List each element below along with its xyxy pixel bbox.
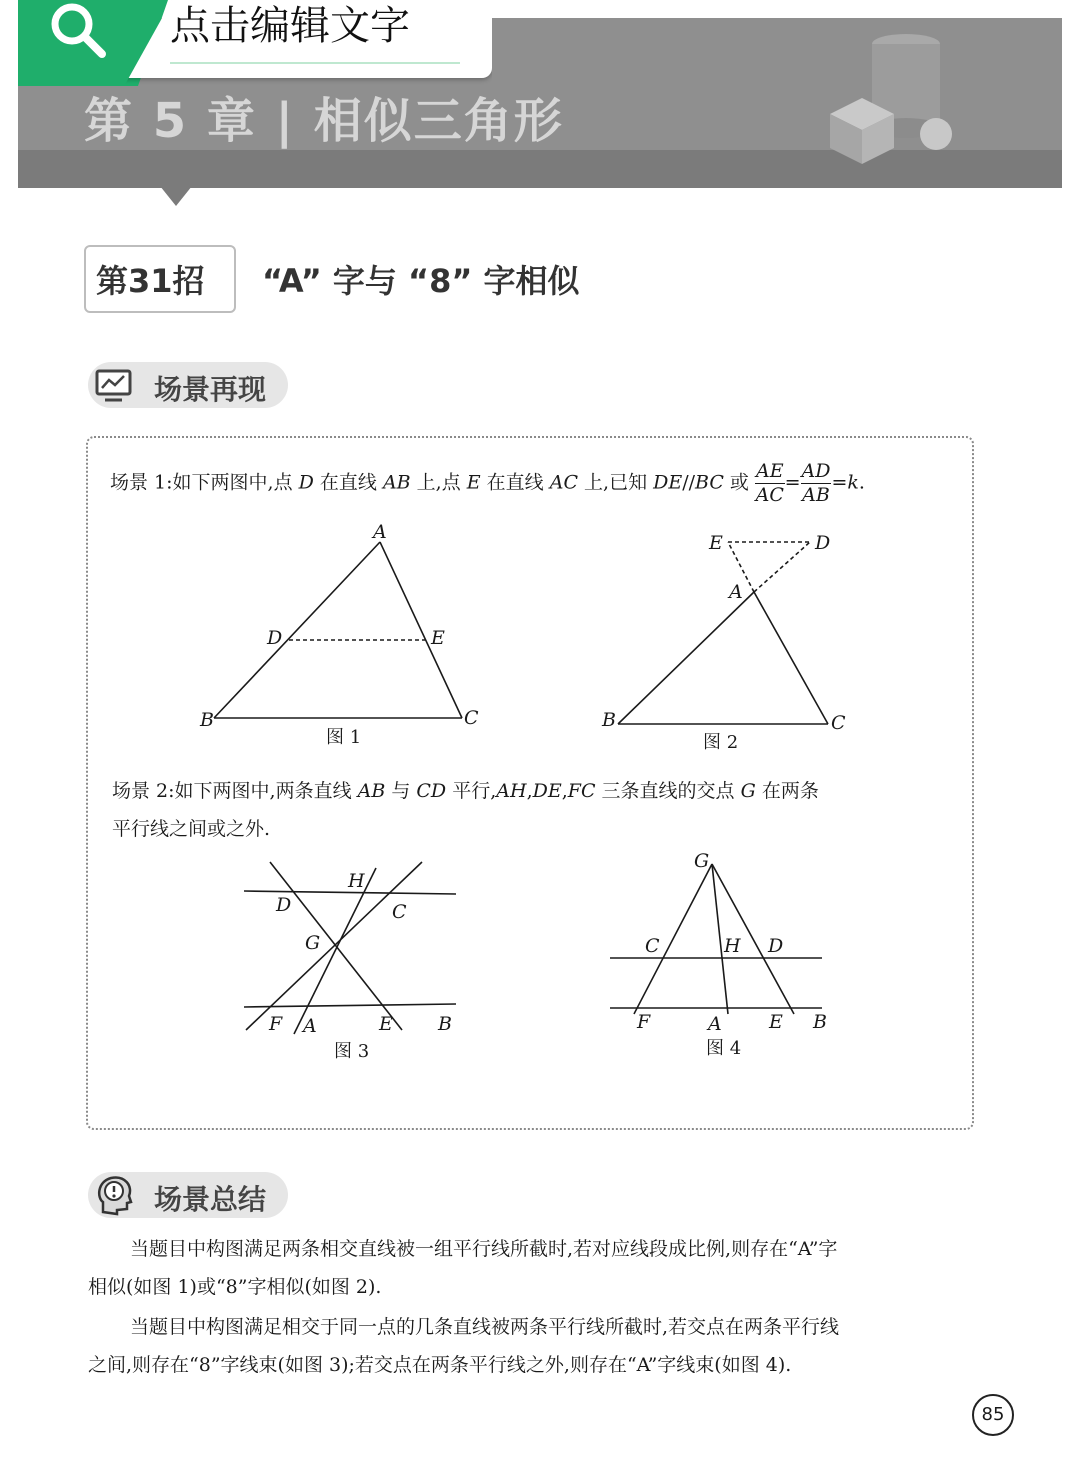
fraction-ae-ac-numerator: AE: [755, 460, 784, 482]
summary-paragraph-2-line-1: 当题目中构图满足相交于同一点的几条直线被两条平行线所截时,若交点在两条平行线: [130, 1316, 840, 1338]
fraction-ae-ac-denominator: AC: [755, 484, 784, 506]
scene1-point-d: D: [298, 471, 314, 494]
fig3-label-b: B: [438, 1013, 452, 1035]
search-underline: [170, 62, 460, 64]
scene1-text-1: 在直线: [313, 471, 383, 494]
fig4-label-g: G: [694, 850, 710, 872]
equals-sign: =: [784, 471, 801, 494]
fig4-label-e: E: [769, 1011, 783, 1033]
scene2-text-tail: 在两条: [755, 780, 819, 802]
scene1-point-e: E: [466, 471, 481, 494]
fig4-label-f: F: [637, 1011, 651, 1033]
scene2-text-parallel: 平行,: [446, 780, 497, 802]
fig4-label-h: H: [724, 935, 741, 957]
section-number: 第31招: [96, 262, 205, 300]
scene1-text-3: 在直线: [480, 471, 550, 494]
scene1-line-ab: AB: [382, 471, 411, 494]
scene2-text-line2: 平行线之间或之外.: [112, 818, 271, 840]
fig4-label-d: D: [768, 935, 784, 957]
fig3-label-e: E: [379, 1013, 393, 1035]
fig2-caption: 图 2: [703, 732, 739, 753]
fig1-label-c: C: [464, 707, 479, 729]
scene2-point-g: G: [740, 780, 756, 802]
scene2-line-fc: FC: [567, 780, 596, 802]
fraction-ae-ac: [755, 462, 785, 505]
fig2-label-d: D: [815, 532, 831, 554]
scene2-text-intersect: 三条直线的交点: [595, 780, 741, 802]
scene1-text: [110, 462, 865, 505]
equals-sign: =: [831, 471, 848, 494]
fig2-label-b: B: [602, 709, 616, 731]
chapter-title: 第 5 章 | 相似三角形: [84, 93, 564, 149]
scene1-period: .: [858, 471, 865, 494]
fig4-label-a: A: [708, 1013, 722, 1035]
scene1-text-4: 上,已知: [577, 471, 654, 494]
scene1-prefix: 场景 1:如下两图中,点: [110, 471, 299, 494]
head-idea-icon: [93, 1172, 137, 1216]
scene1-text-2: 上,点: [410, 471, 467, 494]
fig4-caption: 图 4: [706, 1038, 742, 1059]
scene2-comma: ,: [561, 780, 568, 802]
fig3-label-f: F: [269, 1013, 283, 1035]
geometric-shapes-decoration: [826, 30, 966, 170]
fig3-label-h: H: [348, 870, 365, 892]
summary-paragraph-2-line-2: 之间,则存在“8”字线束(如图 3);若交点在两条平行线之外,则存在“A”字线束(如图 4).: [88, 1354, 792, 1376]
fig3-label-d: D: [276, 894, 292, 916]
fraction-ad-ab: [801, 462, 832, 505]
scene2-comma: ,: [526, 780, 533, 802]
search-input-text[interactable]: 点击编辑文字: [170, 3, 410, 49]
search-icon: [40, 0, 120, 74]
fig2-label-a: A: [729, 581, 743, 603]
page-number: 85: [972, 1394, 1014, 1436]
ratio-k: k: [847, 471, 859, 494]
fig1-label-d: D: [267, 627, 283, 649]
scene-header-label: 场景再现: [154, 373, 267, 406]
scene2-line-de: DE: [532, 780, 562, 802]
fig1-caption: 图 1: [326, 727, 362, 748]
summary-paragraph-1-line-2: 相似(如图 1)或“8”字相似(如图 2).: [88, 1276, 382, 1298]
fig4-label-c: C: [645, 935, 660, 957]
fig1-label-b: B: [200, 709, 214, 731]
fig3-label-a: A: [303, 1015, 317, 1037]
fig3-caption: 图 3: [334, 1041, 370, 1062]
scene1-seg-de: DE: [653, 471, 683, 494]
scene1-text-or: 或: [723, 471, 755, 494]
section-title: “A” 字与 “8” 字相似: [262, 262, 580, 300]
scene2-text-with: 与: [385, 780, 417, 802]
summary-paragraph-1-line-1: 当题目中构图满足两条相交直线被一组平行线所截时,若对应线段成比例,则存在“A”字: [130, 1238, 838, 1260]
scene1-seg-bc: BC: [695, 471, 724, 494]
fig3-label-c: C: [392, 901, 407, 923]
fig1-label-e: E: [431, 627, 445, 649]
fraction-ad-ab-denominator: AB: [802, 484, 830, 506]
scene2-line-ab: AB: [357, 780, 386, 802]
fig2-label-e: E: [709, 532, 723, 554]
scene1-parallel-sign: //: [682, 471, 696, 494]
scene2-line-ah: AH: [496, 780, 527, 802]
fig3-label-g: G: [305, 932, 321, 954]
scene2-line-cd: CD: [416, 780, 447, 802]
scene1-line-ac: AC: [549, 471, 578, 494]
summary-header-label: 场景总结: [154, 1183, 267, 1216]
banner-notch: [160, 186, 192, 206]
fig4-label-b: B: [813, 1011, 827, 1033]
monitor-chart-icon: [94, 366, 134, 406]
scene2-prefix: 场景 2:如下两图中,两条直线: [112, 780, 358, 802]
fig2-label-c: C: [831, 712, 846, 734]
scene2-text-line1: [112, 776, 819, 803]
fraction-ad-ab-numerator: AD: [801, 460, 831, 482]
fig1-label-a: A: [373, 521, 387, 543]
